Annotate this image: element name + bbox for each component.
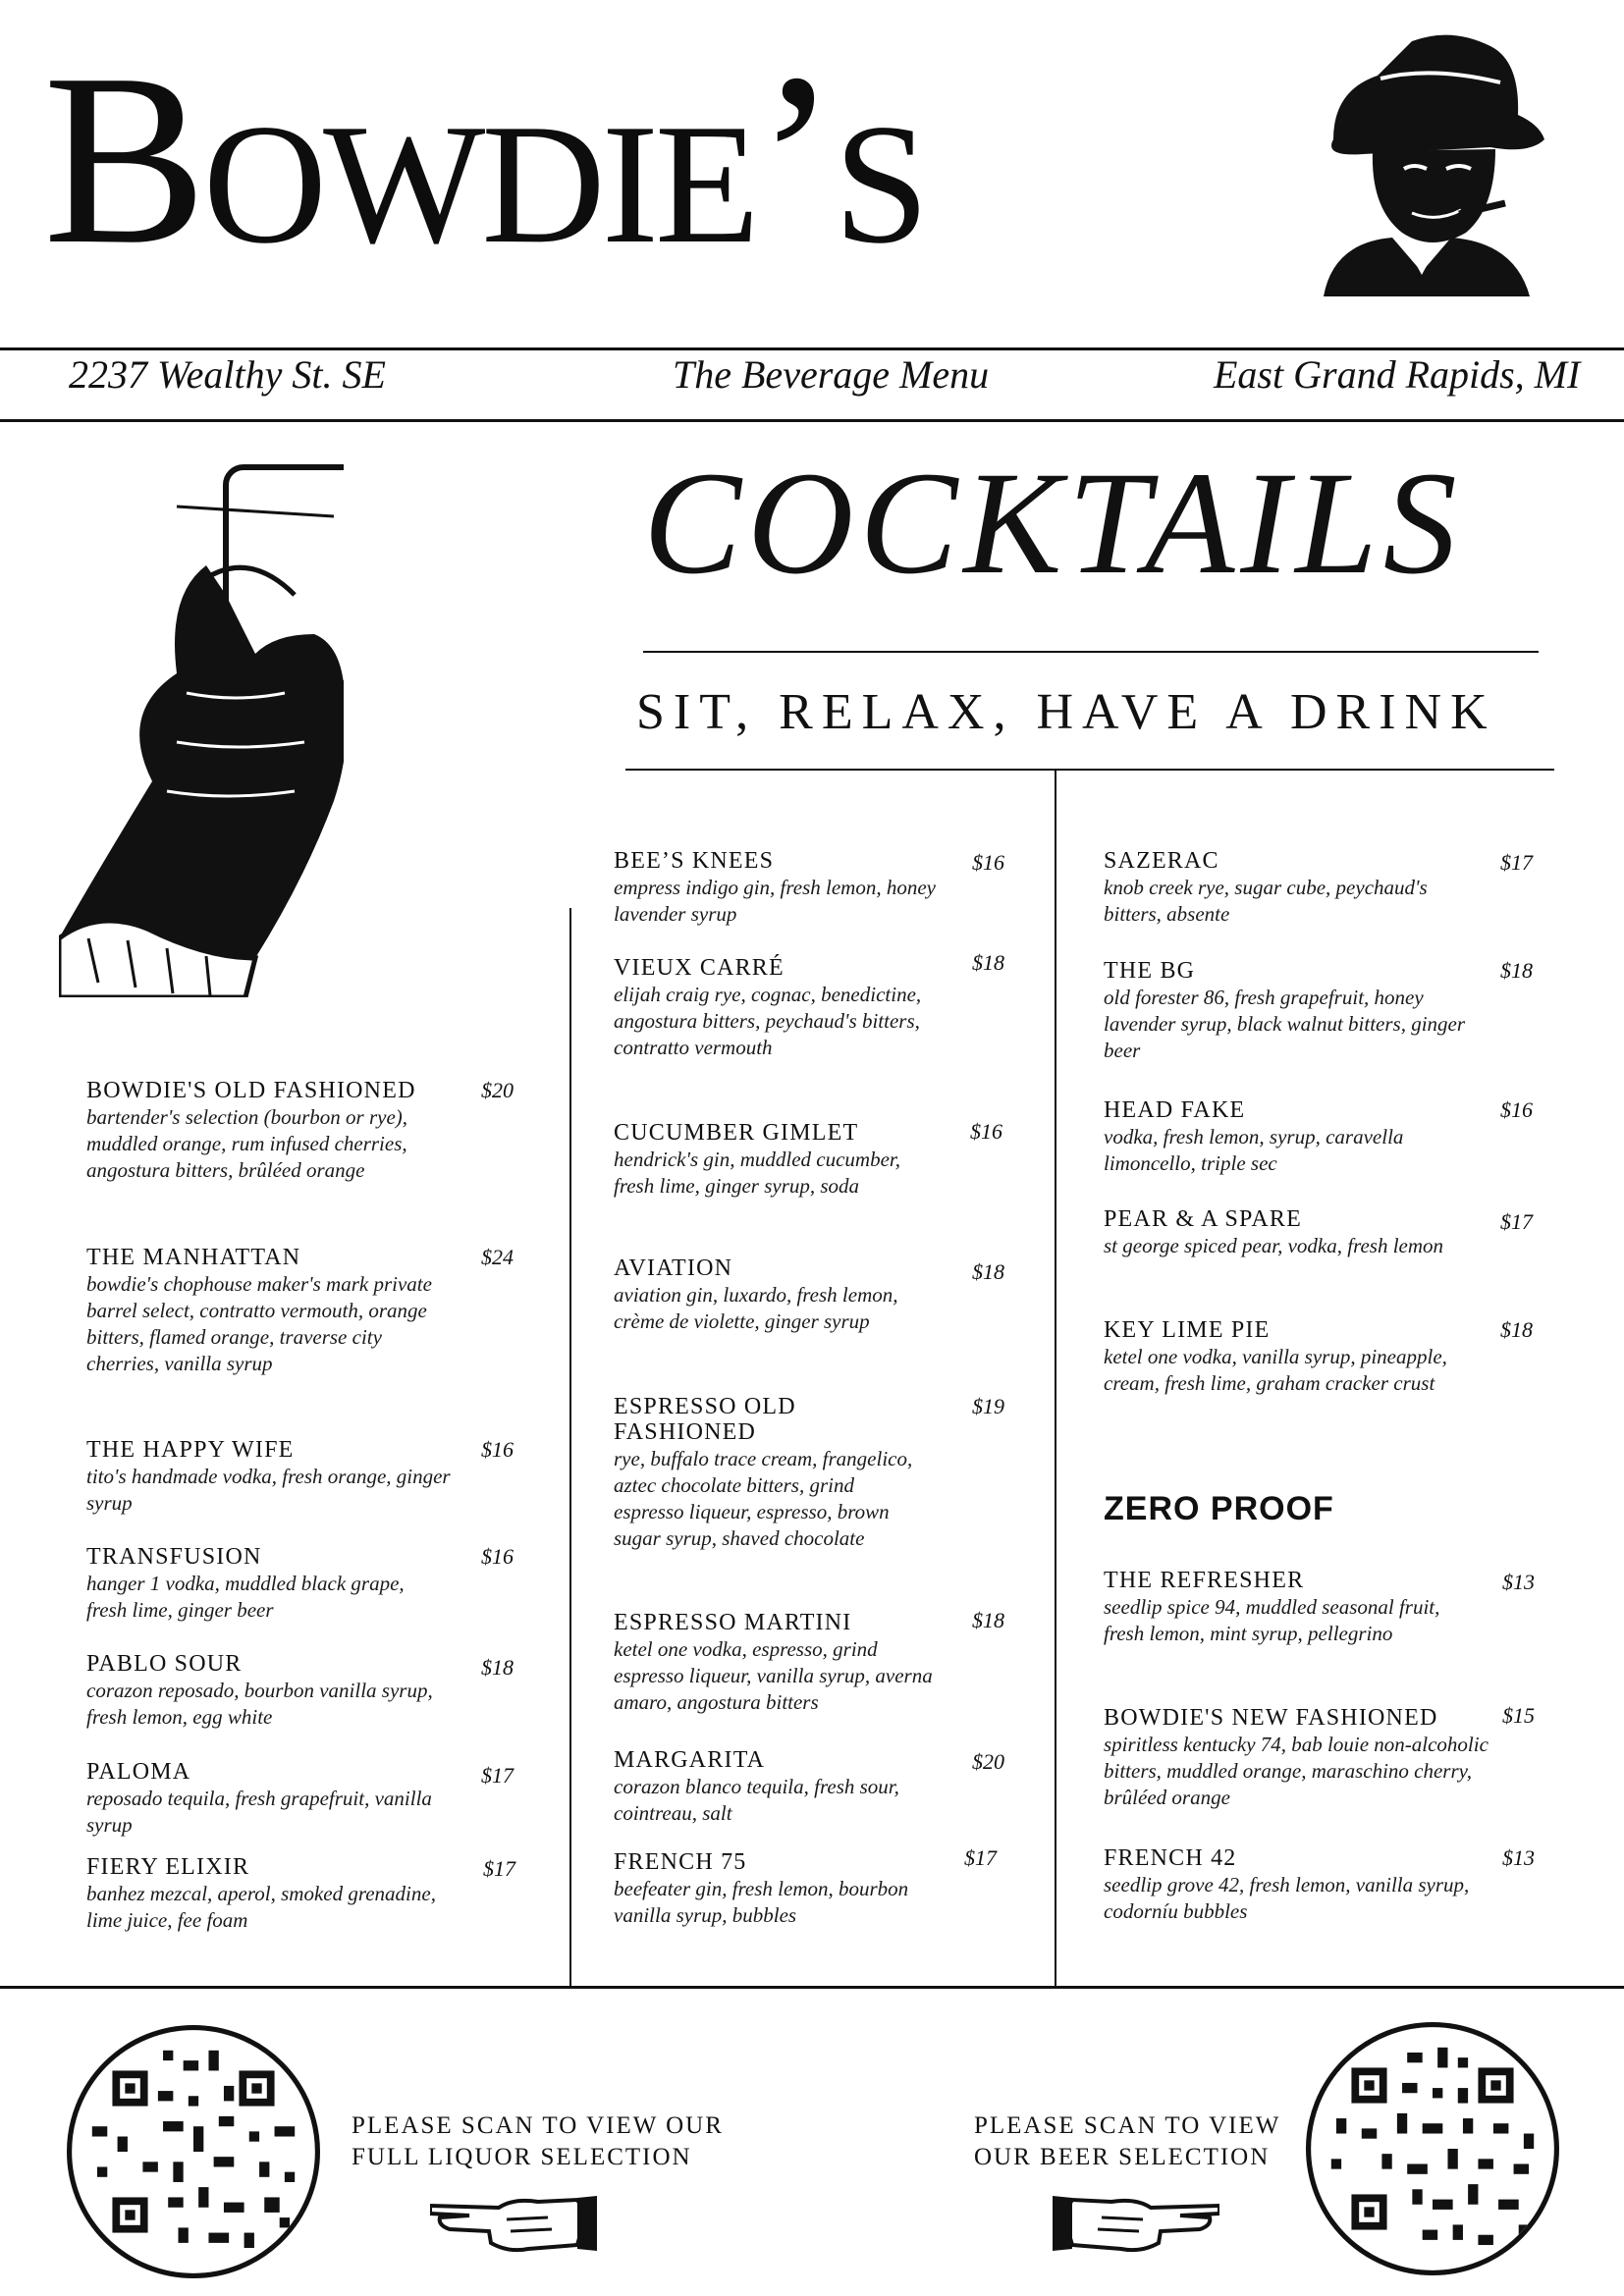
- item-name: HEAD FAKE: [1104, 1097, 1246, 1123]
- menu-name: The Beverage Menu: [673, 352, 990, 397]
- item-price: $16: [972, 850, 1004, 875]
- item-price: $16: [481, 1544, 514, 1569]
- menu-item: [86, 1651, 450, 1731]
- liquor-scan-line-1: PLEASE SCAN TO VIEW OUR: [352, 2112, 724, 2139]
- item-name: THE BG: [1104, 958, 1196, 984]
- item-description: st george spiced pear, vodka, fresh lemon: [1104, 1234, 1444, 1257]
- menu-item: [86, 1245, 450, 1377]
- item-price: $16: [481, 1437, 514, 1462]
- item-price: $18: [1500, 1317, 1533, 1342]
- item-description: knob creek rye, sugar cube, peychaud's bitters, absente: [1104, 876, 1428, 926]
- item-description: ketel one vodka, espresso, grind espresso liqueur, vanilla syrup, averna amaro, angostura bitters: [614, 1637, 933, 1714]
- item-price: $16: [970, 1119, 1002, 1144]
- menu-item: [1104, 1845, 1477, 1925]
- menu-item: [1104, 1705, 1496, 1811]
- item-name: BEE’S KNEES: [614, 848, 775, 874]
- menu-item: [86, 1437, 460, 1517]
- menu-item: [1104, 958, 1467, 1064]
- menu-item: [86, 1078, 479, 1184]
- beer-scan-text: [974, 2110, 1280, 2173]
- item-description: corazon blanco tequila, fresh sour, cointreau, salt: [614, 1775, 899, 1825]
- item-name: FRENCH 42: [1104, 1845, 1237, 1871]
- item-price: $18: [972, 1259, 1004, 1284]
- item-price: $19: [972, 1394, 1004, 1418]
- item-name: FIERY ELIXIR: [86, 1854, 250, 1880]
- liquor-scan-line-2: FULL LIQUOR SELECTION: [352, 2144, 692, 2170]
- item-name: KEY LIME PIE: [1104, 1317, 1271, 1343]
- menu-item: [1104, 1317, 1477, 1397]
- item-name: CUCUMBER GIMLET: [614, 1120, 859, 1146]
- item-description: tito's handmade vodka, fresh orange, ginger syrup: [86, 1465, 451, 1515]
- column-divider-1: [569, 908, 571, 1986]
- item-name: THE MANHATTAN: [86, 1245, 301, 1270]
- menu-item: [614, 1849, 947, 1929]
- item-description: spiritless kentucky 74, bab louie non-alcoholic bitters, muddled orange, maraschino cherry, brûléed orange: [1104, 1733, 1489, 1809]
- item-description: banhez mezcal, aperol, smoked grenadine, lime juice, fee foam: [86, 1882, 436, 1932]
- item-description: ketel one vodka, vanilla syrup, pineapple, cream, fresh lime, graham cracker crust: [1104, 1345, 1447, 1395]
- item-name: PABLO SOUR: [86, 1651, 243, 1677]
- item-description: old forester 86, fresh grapefruit, honey lavender syrup, black walnut bitters, ginger beer: [1104, 986, 1466, 1062]
- footer-rule: [0, 1986, 1624, 1989]
- beer-scan-line-2: OUR BEER SELECTION: [974, 2144, 1271, 2170]
- item-price: $17: [964, 1845, 997, 1870]
- item-price: $13: [1502, 1570, 1535, 1594]
- item-price: $13: [1502, 1845, 1535, 1870]
- hand-holding-glass-icon: [59, 448, 344, 997]
- item-description: reposado tequila, fresh grapefruit, vanilla syrup: [86, 1787, 432, 1837]
- item-name: ESPRESSO OLD FASHIONED: [614, 1394, 796, 1445]
- item-price: $18: [972, 950, 1004, 975]
- zero-proof-title: ZERO PROOF: [1104, 1490, 1334, 1527]
- item-name: THE REFRESHER: [1104, 1568, 1305, 1593]
- item-price: $18: [972, 1608, 1004, 1632]
- liquor-scan-text: [352, 2110, 724, 2173]
- item-price: $18: [1500, 958, 1533, 983]
- tagline-rule: [625, 769, 1554, 771]
- item-name: THE HAPPY WIFE: [86, 1437, 295, 1463]
- header-bottom-rule: [0, 419, 1624, 422]
- item-price: $17: [1500, 1209, 1533, 1234]
- menu-item: [614, 955, 938, 1061]
- brand-logo: Bowdie’s: [43, 24, 926, 295]
- header-top-rule: [0, 347, 1624, 350]
- item-name: MARGARITA: [614, 1747, 766, 1773]
- item-description: empress indigo gin, fresh lemon, honey lavender syrup: [614, 876, 936, 926]
- pointing-hand-icon: [1053, 2184, 1219, 2263]
- item-description: rye, buffalo trace cream, frangelico, aztec chocolate bitters, grind espresso liqueur, espresso, brown sugar syrup, shaved chocolate: [614, 1447, 913, 1550]
- item-name: PEAR & A SPARE: [1104, 1206, 1302, 1232]
- item-price: $18: [481, 1655, 514, 1680]
- item-name: FRENCH 75: [614, 1849, 747, 1875]
- item-price: $24: [481, 1245, 514, 1269]
- gangster-fedora-icon: [1294, 22, 1549, 296]
- city: East Grand Rapids, MI: [1214, 352, 1581, 397]
- menu-item: [614, 848, 938, 928]
- qr-code-icon[interactable]: [1306, 2022, 1559, 2275]
- item-description: seedlip spice 94, muddled seasonal fruit, fresh lemon, mint syrup, pellegrino: [1104, 1595, 1440, 1645]
- item-description: beefeater gin, fresh lemon, bourbon vanilla syrup, bubbles: [614, 1877, 909, 1927]
- item-name: TRANSFUSION: [86, 1544, 262, 1570]
- tagline: SIT, RELAX, HAVE A DRINK: [636, 684, 1496, 740]
- menu-item: [86, 1854, 440, 1934]
- item-description: elijah craig rye, cognac, benedictine, angostura bitters, peychaud's bitters, contratto vermouth: [614, 983, 922, 1059]
- menu-item: [86, 1759, 450, 1839]
- address: 2237 Wealthy St. SE: [69, 352, 386, 397]
- menu-item: [1104, 1097, 1477, 1177]
- item-description: hendrick's gin, muddled cucumber, fresh lime, ginger syrup, soda: [614, 1148, 901, 1198]
- item-description: bartender's selection (bourbon or rye), muddled orange, rum infused cherries, angostura bitters, brûléed orange: [86, 1105, 408, 1182]
- item-price: $17: [483, 1856, 515, 1881]
- item-name: PALOMA: [86, 1759, 191, 1785]
- item-name: BOWDIE'S OLD FASHIONED: [86, 1078, 416, 1103]
- title-rule: [643, 651, 1539, 653]
- menu-item: [86, 1544, 450, 1624]
- menu-item: [1104, 1568, 1467, 1647]
- item-name: SAZERAC: [1104, 848, 1219, 874]
- item-name: BOWDIE'S NEW FASHIONED: [1104, 1705, 1438, 1731]
- item-description: seedlip grove 42, fresh lemon, vanilla syrup, codorníu bubbles: [1104, 1873, 1470, 1923]
- qr-code-icon[interactable]: [67, 2025, 320, 2278]
- item-price: $20: [481, 1078, 514, 1102]
- item-description: bowdie's chophouse maker's mark private barrel select, contratto vermouth, orange bitters, flamed orange, traverse city cherries, vanilla syrup: [86, 1272, 432, 1375]
- beer-scan-line-1: PLEASE SCAN TO VIEW: [974, 2112, 1281, 2139]
- item-price: $17: [1500, 850, 1533, 875]
- item-description: corazon reposado, bourbon vanilla syrup, fresh lemon, egg white: [86, 1679, 433, 1729]
- menu-item: [614, 1394, 928, 1552]
- item-price: $20: [972, 1749, 1004, 1774]
- item-name: VIEUX CARRÉ: [614, 955, 785, 981]
- item-price: $17: [481, 1763, 514, 1788]
- item-description: hanger 1 vodka, muddled black grape, fresh lime, ginger beer: [86, 1572, 405, 1622]
- column-divider-2: [1055, 771, 1056, 1986]
- pointing-hand-icon: [430, 2184, 597, 2263]
- item-price: $16: [1500, 1097, 1533, 1122]
- menu-item: [614, 1747, 928, 1827]
- menu-item: [1104, 848, 1487, 928]
- section-title: COCKTAILS: [643, 442, 1463, 605]
- item-name: ESPRESSO MARTINI: [614, 1610, 852, 1635]
- menu-item: [614, 1255, 928, 1335]
- item-price: $15: [1502, 1703, 1535, 1728]
- menu-item: [1104, 1206, 1457, 1259]
- item-description: vodka, fresh lemon, syrup, caravella limoncello, triple sec: [1104, 1125, 1404, 1175]
- menu-item: [614, 1610, 938, 1716]
- item-name: AVIATION: [614, 1255, 733, 1281]
- item-description: aviation gin, luxardo, fresh lemon, crème de violette, ginger syrup: [614, 1283, 898, 1333]
- menu-item: [614, 1120, 908, 1200]
